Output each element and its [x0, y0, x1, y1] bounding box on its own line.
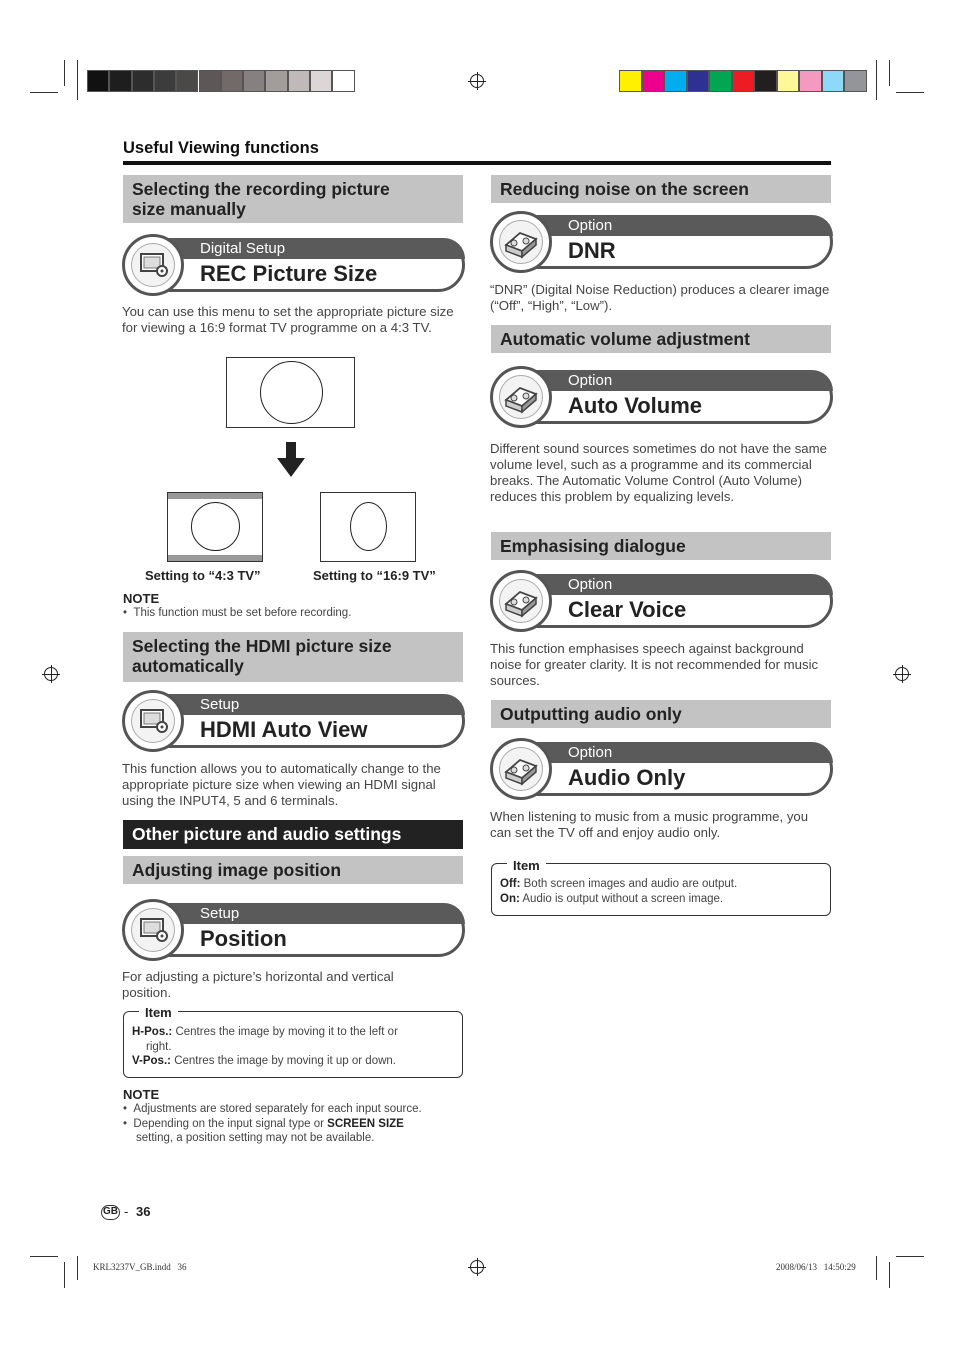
region-badge: GB: [101, 1205, 120, 1220]
vpos-text: Centres the image by moving it up or down.: [174, 1055, 396, 1067]
color-swatch: [799, 70, 822, 92]
menu-title: Audio Only: [568, 765, 686, 790]
grey-swatch: [154, 70, 176, 92]
tv-setup-icon: [122, 690, 184, 752]
rec-picture-size-menu: [122, 234, 465, 296]
crop-mark: [30, 1256, 58, 1257]
menu-title: HDMI Auto View: [200, 717, 368, 742]
down-arrow-icon: [277, 442, 305, 478]
frame-43: [167, 492, 263, 562]
position-heading: Adjusting image position: [123, 856, 463, 884]
page-number: 36: [136, 1204, 151, 1219]
frame-169: [320, 492, 416, 562]
grey-swatch: [109, 70, 131, 92]
rec-body-text: You can use this menu to set the appropriate picture size for viewing a 16:9 format TV programme on a 4:3 TV.: [122, 304, 454, 335]
letterbox-bottom: [168, 555, 262, 561]
note-item-cont: setting, a position setting may not be available.: [136, 1132, 375, 1144]
crop-mark: [77, 1256, 78, 1280]
crop-mark: [876, 60, 877, 100]
circle-43: [191, 502, 240, 551]
speaker-option-icon: [490, 211, 552, 273]
menu-title: REC Picture Size: [200, 261, 378, 286]
other-settings-heading: Other picture and audio settings: [123, 820, 463, 849]
menu-bar-top: [150, 238, 465, 259]
menu-bar-top: [518, 370, 833, 391]
registration-mark-icon: [470, 74, 484, 88]
caption-43: Setting to “4:3 TV”: [145, 568, 261, 583]
menu-category: Option: [568, 576, 613, 593]
hdmi-body-text: This function allows you to automatically change to the appropriate picture size when viewing an HDMI signal using the INPUT4, 5 and 6 terminals.: [122, 761, 441, 808]
menu-title: Clear Voice: [568, 597, 687, 622]
on-key: On:: [500, 893, 520, 905]
auto-volume-heading: Automatic volume adjustment: [491, 325, 831, 353]
position-menu: [122, 899, 465, 961]
note-title: NOTE: [123, 1087, 160, 1102]
menu-category: Setup: [200, 696, 240, 713]
letterbox-top: [168, 493, 262, 499]
color-swatch: [732, 70, 755, 92]
file-name: KRL3237V_GB.indd 36: [93, 1262, 187, 1272]
hpos-line-2: right.: [146, 1041, 172, 1053]
vpos-line: [132, 1054, 457, 1069]
grey-swatch: [310, 70, 332, 92]
tv-setup-icon: [122, 899, 184, 961]
audio-only-heading: Outputting audio only: [491, 700, 831, 728]
registration-mark-icon: [895, 667, 909, 681]
color-swatch: [709, 70, 732, 92]
menu-title: DNR: [568, 238, 616, 263]
crop-mark: [896, 92, 924, 93]
section-title: Useful Viewing functions: [123, 139, 319, 157]
menu-bar-top: [518, 215, 833, 236]
ellipse-169: [350, 502, 387, 551]
auto-volume-body-text: Different sound sources sometimes do not have the same volume level, such as a programme and its commercial breaks. The Automatic Volume Control (Auto Volume) reduces this problem by equalizing levels.: [490, 441, 827, 504]
crop-mark: [64, 60, 65, 86]
menu-title: Auto Volume: [568, 393, 703, 418]
note-item: • This function must be set before recording.: [123, 607, 352, 619]
grey-swatch: [199, 70, 221, 92]
color-swatch: [844, 70, 867, 92]
source-circle: [260, 361, 323, 424]
off-text: Both screen images and audio are output.: [523, 878, 738, 890]
crop-mark: [889, 60, 890, 86]
heading-line: Selecting the HDMI picture size: [132, 636, 392, 656]
grey-swatch: [132, 70, 154, 92]
print-timestamp: 2008/06/13 14:50:29: [776, 1262, 856, 1272]
menu-bar-top: [150, 694, 465, 715]
audio-only-menu: [490, 738, 833, 800]
position-body-text: For adjusting a picture’s horizontal and vertical position.: [122, 969, 394, 1000]
menu-category: Digital Setup: [200, 240, 286, 257]
crop-mark: [896, 1256, 924, 1257]
clear-voice-body-text: This function emphasises speech against background noise for greater clarity. It is not recommended for music sources.: [490, 641, 819, 688]
off-line: [500, 877, 825, 892]
item-label: Item: [507, 858, 546, 873]
on-text: Audio is output without a screen image.: [522, 893, 724, 905]
item-label: Item: [139, 1005, 178, 1020]
color-swatch: [687, 70, 710, 92]
auto-volume-menu: [490, 366, 833, 428]
header-rule: [123, 161, 831, 165]
menu-category: Option: [568, 372, 613, 389]
menu-bar-top: [150, 903, 465, 924]
note-text: Depending on the input signal type or: [133, 1118, 324, 1130]
dnr-menu: [490, 211, 833, 273]
hpos-text: Centres the image by moving it to the left or: [175, 1026, 398, 1038]
audio-only-body-text: When listening to music from a music programme, you can set the TV off and enjoy audio only.: [490, 809, 809, 840]
grey-swatch: [243, 70, 265, 92]
source-frame: [226, 357, 355, 428]
hdmi-auto-view-menu: [122, 690, 465, 752]
hdmi-heading: [123, 632, 463, 682]
clear-voice-heading: Emphasising dialogue: [491, 532, 831, 560]
note-bold: SCREEN SIZE: [327, 1118, 404, 1130]
crop-mark: [876, 1256, 877, 1280]
menu-category: Option: [568, 744, 613, 761]
rec-heading: [123, 175, 463, 223]
dnr-body-text: “DNR” (Digital Noise Reduction) produces a clearer image (“Off”, “High”, “Low”).: [490, 282, 830, 313]
grey-swatch: [332, 70, 354, 92]
tv-setup-icon: [122, 234, 184, 296]
crop-mark: [64, 1262, 65, 1288]
crop-mark: [77, 60, 78, 100]
color-swatch: [754, 70, 777, 92]
menu-category: Setup: [200, 905, 240, 922]
grey-swatch: [265, 70, 287, 92]
note-title: NOTE: [123, 591, 160, 606]
hpos-line: [132, 1025, 457, 1040]
color-swatch: [777, 70, 800, 92]
off-key: Off:: [500, 878, 521, 890]
hpos-key: H-Pos.:: [132, 1026, 173, 1038]
clear-voice-menu: [490, 570, 833, 632]
color-swatch: [822, 70, 845, 92]
grey-swatch: [176, 70, 198, 92]
note-text: Adjustments are stored separately for each input source.: [133, 1103, 422, 1115]
crop-mark: [30, 92, 58, 93]
registration-mark-icon: [44, 667, 58, 681]
menu-bar-top: [518, 574, 833, 595]
menu-title: Position: [200, 926, 287, 951]
on-line: [500, 892, 825, 907]
color-swatch: [619, 70, 642, 92]
grey-swatch: [221, 70, 243, 92]
note-item: • Depending on the input signal type or SCREEN SIZE: [123, 1118, 404, 1130]
note-text: This function must be set before recording.: [133, 607, 352, 619]
menu-bar-top: [518, 742, 833, 763]
crop-mark: [889, 1262, 890, 1288]
grey-swatch: [87, 70, 109, 92]
heading-line: size manually: [132, 199, 246, 219]
color-swatch: [642, 70, 665, 92]
note-item: • Adjustments are stored separately for each input source.: [123, 1103, 422, 1115]
heading-line: automatically: [132, 656, 244, 676]
speaker-option-icon: [490, 366, 552, 428]
heading-line: Selecting the recording picture: [132, 179, 390, 199]
color-swatch: [664, 70, 687, 92]
speaker-option-icon: [490, 738, 552, 800]
grey-swatch: [288, 70, 310, 92]
page-dash: -: [124, 1204, 129, 1219]
caption-169: Setting to “16:9 TV”: [313, 568, 436, 583]
registration-mark-icon: [470, 1260, 484, 1274]
menu-category: Option: [568, 217, 613, 234]
vpos-key: V-Pos.:: [132, 1055, 171, 1067]
speaker-option-icon: [490, 570, 552, 632]
dnr-heading: Reducing noise on the screen: [491, 175, 831, 203]
